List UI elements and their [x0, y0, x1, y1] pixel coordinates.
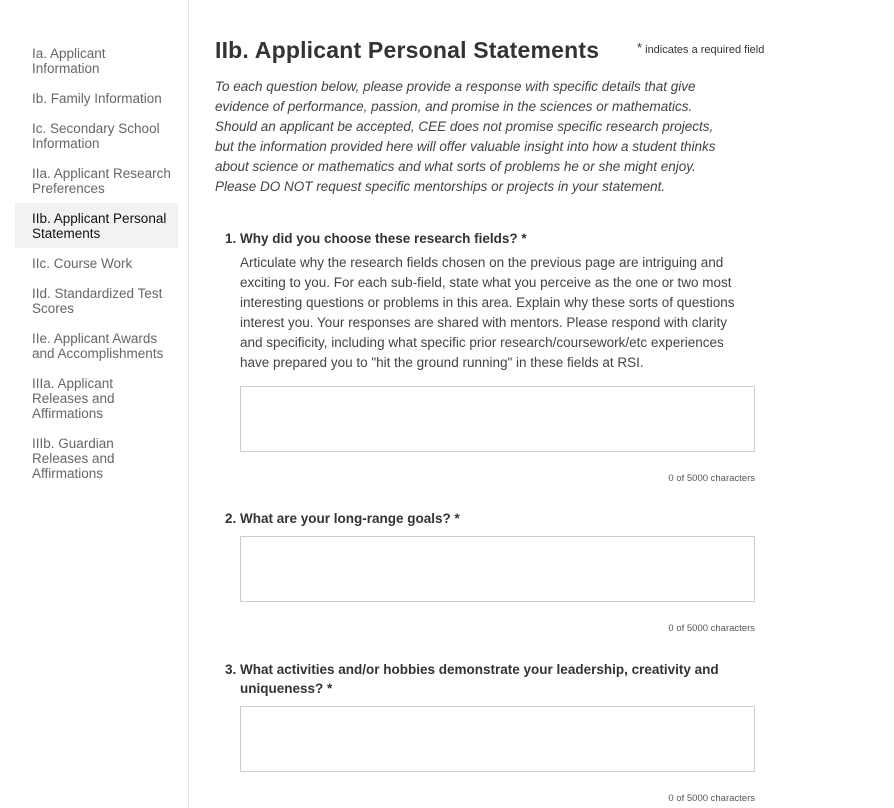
sidebar-list	[15, 38, 178, 488]
character-count: 0 of 5000 characters	[668, 793, 755, 804]
question-title	[225, 660, 755, 698]
question-number: 1.	[225, 231, 237, 246]
required-star: *	[637, 40, 643, 55]
question-number: 2.	[225, 511, 237, 526]
sidebar-item-applicant-releases[interactable]: IIIa. Applicant Releases and Affirmations	[32, 376, 115, 421]
sidebar-item-standardized-test-scores[interactable]: IId. Standardized Test Scores	[32, 286, 163, 316]
required-note-text: indicates a required field	[645, 44, 765, 56]
research-fields-textarea[interactable]	[240, 386, 755, 452]
question-title	[225, 229, 755, 248]
sidebar-item-family-information[interactable]: Ib. Family Information	[32, 91, 162, 106]
sidebar-item-applicant-information[interactable]: Ia. Applicant Information	[32, 46, 106, 76]
question-research-fields	[225, 229, 755, 484]
character-count: 0 of 5000 characters	[668, 623, 755, 634]
sidebar-item-course-work[interactable]: IIc. Course Work	[32, 256, 133, 271]
activities-hobbies-textarea[interactable]	[240, 706, 755, 772]
long-range-goals-textarea[interactable]	[240, 536, 755, 602]
question-long-range-goals	[225, 509, 755, 634]
question-title	[225, 509, 755, 528]
question-label: What activities and/or hobbies demonstrate your leadership, creativity and uniqueness? *	[240, 662, 719, 696]
sidebar-nav	[0, 0, 189, 808]
sidebar-item-awards-accomplishments[interactable]: IIe. Applicant Awards and Accomplishments	[32, 331, 164, 361]
question-activities-hobbies	[225, 660, 755, 804]
question-number: 3.	[225, 662, 237, 677]
question-label: What are your long-range goals? *	[240, 511, 460, 526]
sidebar-item-guardian-releases[interactable]: IIIb. Guardian Releases and Affirmations	[32, 436, 115, 481]
question-label: Why did you choose these research fields? *	[240, 231, 527, 246]
sidebar-item-personal-statements[interactable]: IIb. Applicant Personal Statements	[15, 203, 178, 248]
question-description: Articulate why the research fields chosen on the previous page are intriguing and exciting to you. For each sub-field, state what you perceive as the one or two most interesting questions or problems in this area. Explain why these sorts of questions interest you. Your responses are shared with mentors. Please respond with clarity and specificity, including what specific prior research/coursework/etc experiences have prepared you to "hit the ground running" in these fields at RSI.	[240, 255, 735, 370]
required-field-note	[637, 40, 764, 56]
sidebar-item-research-preferences[interactable]: IIa. Applicant Research Preferences	[32, 166, 171, 196]
main-content	[215, 0, 815, 808]
character-count: 0 of 5000 characters	[668, 473, 755, 484]
page-title: IIb. Applicant Personal Statements	[215, 37, 600, 63]
sidebar-item-secondary-school-information[interactable]: Ic. Secondary School Information	[32, 121, 160, 151]
intro-text: To each question below, please provide a response with specific details that give evidence of performance, passion, and promise in the sciences or mathematics. Should an applicant be accepted, CEE does not promise specific research projects, but the information provided here will offer valuable insight into how a student thinks about science or mathematics and what sorts of problems he or she might enjoy. Please DO NOT request specific mentorships or projects in your statement.	[215, 79, 716, 194]
